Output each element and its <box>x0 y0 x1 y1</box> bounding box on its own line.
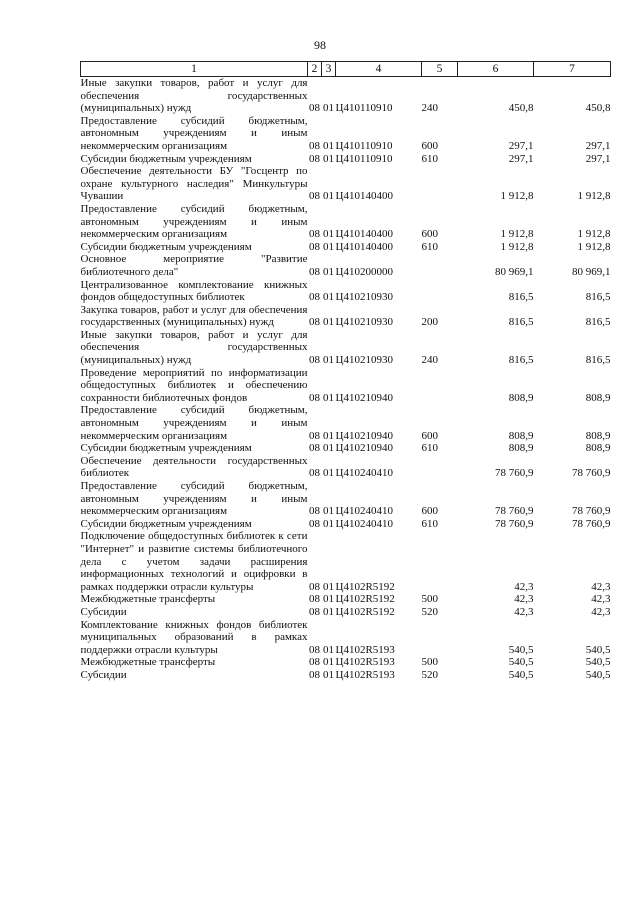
target-article: Ц410110910 <box>335 152 393 165</box>
section-code: 08 <box>309 354 320 367</box>
expense-type <box>422 279 458 304</box>
subsection-code: 01 <box>323 668 334 681</box>
amount-2019: 540,5 <box>585 643 611 656</box>
subsection-code: 01 <box>323 102 334 115</box>
amount-2018: 78 760,9 <box>495 467 534 480</box>
section-code: 08 <box>309 265 320 278</box>
table-row <box>81 593 611 606</box>
expense-type: 200 <box>421 316 438 329</box>
section-code: 08 <box>309 190 320 203</box>
subsection-code: 01 <box>323 442 334 455</box>
expense-type: 240 <box>421 354 438 367</box>
amount-2019: 808,9 <box>585 391 611 404</box>
row-name: Предоставление субсидий бюджетным, автономным учреждениям и иным некоммерческим организациям <box>80 480 308 518</box>
expense-type: 520 <box>421 668 438 681</box>
amount-2018: 1 912,8 <box>500 228 534 241</box>
target-article: Ц410210940 <box>335 442 393 455</box>
expense-type: 500 <box>421 656 438 669</box>
expense-type: 610 <box>421 152 438 165</box>
row-name: Предоставление субсидий бюджетным, автономным учреждениям и иным некоммерческим организациям <box>80 114 308 152</box>
table-row <box>81 455 611 480</box>
section-code: 08 <box>309 517 320 530</box>
table-row <box>81 165 611 203</box>
expense-type: 600 <box>421 228 438 241</box>
amount-2019: 297,1 <box>585 152 611 165</box>
amount-2018: 816,5 <box>508 316 534 329</box>
subsection-code: 01 <box>323 240 334 253</box>
table-row <box>81 619 611 657</box>
table-row <box>81 480 611 518</box>
subsection-code: 01 <box>323 391 334 404</box>
amount-2019: 78 760,9 <box>572 505 611 518</box>
amount-2019: 808,9 <box>585 429 611 442</box>
target-article: Ц410240410 <box>335 467 393 480</box>
header-col-4: 4 <box>336 62 422 77</box>
row-name: Межбюджетные трансферты <box>80 656 216 669</box>
amount-2018: 78 760,9 <box>495 505 534 518</box>
target-article: Ц410240410 <box>335 505 393 518</box>
header-col-1: 1 <box>81 62 308 77</box>
section-code: 08 <box>309 668 320 681</box>
subsection-code: 01 <box>323 656 334 669</box>
section-code: 08 <box>309 643 320 656</box>
expense-type: 610 <box>421 517 438 530</box>
amount-2018: 816,5 <box>508 291 534 304</box>
expense-type: 240 <box>421 102 438 115</box>
expense-type: 610 <box>421 240 438 253</box>
table-row <box>81 304 611 329</box>
amount-2018: 808,9 <box>508 442 534 455</box>
expense-type <box>422 530 458 593</box>
amount-2018: 297,1 <box>508 139 534 152</box>
table-row <box>81 442 611 455</box>
section-code: 08 <box>309 228 320 241</box>
amount-2019: 1 912,8 <box>577 190 611 203</box>
table-row <box>81 367 611 405</box>
target-article: Ц410200000 <box>335 265 393 278</box>
amount-2018: 1 912,8 <box>500 240 534 253</box>
target-article: Ц4102R5192 <box>335 605 395 618</box>
subsection-code: 01 <box>323 643 334 656</box>
subsection-code: 01 <box>323 605 334 618</box>
amount-2018: 540,5 <box>508 656 534 669</box>
amount-2018: 540,5 <box>508 668 534 681</box>
expense-type: 600 <box>421 139 438 152</box>
header-col-3: 3 <box>322 62 336 77</box>
amount-2018: 1 912,8 <box>500 190 534 203</box>
table-body <box>81 77 611 682</box>
target-article: Ц410240410 <box>335 517 393 530</box>
amount-2019: 450,8 <box>585 102 611 115</box>
row-name: Субсидии <box>80 605 127 618</box>
section-code: 08 <box>309 442 320 455</box>
amount-2019: 540,5 <box>585 656 611 669</box>
expense-type: 610 <box>421 442 438 455</box>
expense-type: 520 <box>421 605 438 618</box>
section-code: 08 <box>309 656 320 669</box>
table-row <box>81 518 611 531</box>
section-code: 08 <box>309 391 320 404</box>
table-row <box>81 203 611 241</box>
header-row <box>81 62 611 77</box>
amount-2018: 816,5 <box>508 354 534 367</box>
row-name: Закупка товаров, работ и услуг для обеспечения государственных (муниципальных) нужд <box>80 303 308 329</box>
amount-2019: 80 969,1 <box>572 265 611 278</box>
header-col-5: 5 <box>422 62 458 77</box>
section-code: 08 <box>309 291 320 304</box>
amount-2019: 78 760,9 <box>572 467 611 480</box>
row-name: Обеспечение деятельности государственных библиотек <box>80 454 308 480</box>
amount-2019: 816,5 <box>585 291 611 304</box>
row-name: Субсидии бюджетным учреждениям <box>80 240 252 253</box>
expense-type: 600 <box>421 505 438 518</box>
subsection-code: 01 <box>323 467 334 480</box>
row-name: Субсидии <box>80 668 127 681</box>
section-code: 08 <box>309 429 320 442</box>
table-row <box>81 77 611 115</box>
table-row <box>81 530 611 593</box>
amount-2018: 450,8 <box>508 102 534 115</box>
amount-2018: 78 760,9 <box>495 517 534 530</box>
target-article: Ц410210930 <box>335 354 393 367</box>
target-article: Ц4102R5193 <box>335 668 395 681</box>
subsection-code: 01 <box>323 152 334 165</box>
table-row <box>81 606 611 619</box>
amount-2018: 42,3 <box>514 580 534 593</box>
subsection-code: 01 <box>323 190 334 203</box>
target-article: Ц4102R5192 <box>335 580 395 593</box>
subsection-code: 01 <box>323 580 334 593</box>
row-name: Централизованное комплектование книжных фондов общедоступных библиотек <box>80 278 308 304</box>
expense-type: 500 <box>421 593 438 606</box>
subsection-code: 01 <box>323 265 334 278</box>
subsection-code: 01 <box>323 517 334 530</box>
amount-2019: 540,5 <box>585 668 611 681</box>
section-code: 08 <box>309 152 320 165</box>
table-row <box>81 241 611 254</box>
page-number: 98 <box>314 38 326 52</box>
target-article: Ц410210940 <box>335 429 393 442</box>
subsection-code: 01 <box>323 593 334 606</box>
header-col-6: 6 <box>458 62 534 77</box>
amount-2018: 42,3 <box>514 605 534 618</box>
expense-type <box>422 253 458 278</box>
section-code: 08 <box>309 505 320 518</box>
amount-2019: 78 760,9 <box>572 517 611 530</box>
subsection-code: 01 <box>323 354 334 367</box>
target-article: Ц410140400 <box>335 240 393 253</box>
amount-2019: 42,3 <box>591 580 611 593</box>
target-article: Ц410210940 <box>335 391 393 404</box>
amount-2019: 816,5 <box>585 316 611 329</box>
section-code: 08 <box>309 316 320 329</box>
target-article: Ц410110910 <box>335 102 393 115</box>
row-name: Проведение мероприятий по информатизации общедоступных библиотек и обеспечению сохранности библиотечных фондов <box>80 366 308 404</box>
subsection-code: 01 <box>323 291 334 304</box>
row-name: Основное мероприятие "Развитие библиотечного дела" <box>80 253 308 278</box>
table-row <box>81 115 611 153</box>
header-col-2: 2 <box>308 62 322 77</box>
row-name: Субсидии бюджетным учреждениям <box>80 152 252 165</box>
row-name: Субсидии бюджетным учреждениям <box>80 442 252 455</box>
row-name: Обеспечение деятельности БУ "Госцентр по охране культурного наследия" Минкультуры Чувашии <box>80 165 308 203</box>
row-name: Межбюджетные трансферты <box>80 593 216 606</box>
amount-2018: 808,9 <box>508 391 534 404</box>
subsection-code: 01 <box>323 139 334 152</box>
row-name: Иные закупки товаров, работ и услуг для обеспечения государственных (муниципальных) нужд <box>80 328 308 367</box>
section-code: 08 <box>309 593 320 606</box>
amount-2019: 816,5 <box>585 354 611 367</box>
target-article: Ц410140400 <box>335 190 393 203</box>
amount-2019: 42,3 <box>591 593 611 606</box>
amount-2018: 540,5 <box>508 643 534 656</box>
amount-2019: 1 912,8 <box>577 228 611 241</box>
amount-2019: 1 912,8 <box>577 240 611 253</box>
target-article: Ц4102R5193 <box>335 643 395 656</box>
expense-type <box>422 367 458 405</box>
amount-2019: 297,1 <box>585 139 611 152</box>
subsection-code: 01 <box>323 505 334 518</box>
row-name: Предоставление субсидий бюджетным, автономным учреждениям и иным некоммерческим организациям <box>80 202 308 241</box>
expense-type <box>422 165 458 203</box>
table-row <box>81 253 611 278</box>
section-code: 08 <box>309 240 320 253</box>
expense-type: 600 <box>421 429 438 442</box>
amount-2018: 42,3 <box>514 593 534 606</box>
section-code: 08 <box>309 467 320 480</box>
subsection-code: 01 <box>323 316 334 329</box>
expense-type <box>422 619 458 657</box>
target-article: Ц410140400 <box>335 228 393 241</box>
section-code: 08 <box>309 605 320 618</box>
table-row <box>81 153 611 166</box>
table-row <box>81 279 611 304</box>
expense-type <box>422 455 458 480</box>
subsection-code: 01 <box>323 429 334 442</box>
amount-2018: 808,9 <box>508 429 534 442</box>
target-article: Ц4102R5192 <box>335 593 395 606</box>
amount-2018: 297,1 <box>508 152 534 165</box>
amount-2019: 808,9 <box>585 442 611 455</box>
row-name: Предоставление субсидий бюджетным, автономным учреждениям и иным некоммерческим организациям <box>80 404 308 442</box>
budget-table <box>80 61 611 682</box>
target-article: Ц410110910 <box>335 139 393 152</box>
header-col-7: 7 <box>534 62 611 77</box>
target-article: Ц410210930 <box>335 316 393 329</box>
row-name: Подключение общедоступных библиотек к сети "Интернет" и развитие системы библиотечного дела с учетом задачи расширения информационных технологий и оцифровки в рамках поддержки отрасли культуры <box>80 530 308 593</box>
row-name: Субсидии бюджетным учреждениям <box>80 517 252 530</box>
section-code: 08 <box>309 102 320 115</box>
section-code: 08 <box>309 580 320 593</box>
table-row <box>81 404 611 442</box>
table-row <box>81 329 611 367</box>
target-article: Ц410210930 <box>335 291 393 304</box>
subsection-code: 01 <box>323 228 334 241</box>
amount-2018: 80 969,1 <box>495 265 534 278</box>
section-code: 08 <box>309 139 320 152</box>
table-row <box>81 669 611 682</box>
row-name: Иные закупки товаров, работ и услуг для обеспечения государственных (муниципальных) нужд <box>80 77 308 115</box>
row-name: Комплектование книжных фондов библиотек муниципальных образований в рамках поддержки отрасли культуры <box>80 618 308 656</box>
target-article: Ц4102R5193 <box>335 656 395 669</box>
amount-2019: 42,3 <box>591 605 611 618</box>
table-row <box>81 656 611 669</box>
